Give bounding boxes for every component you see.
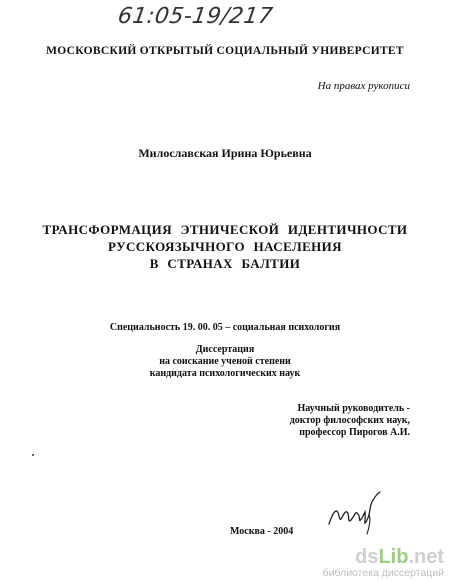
degree-line-2: на соискание ученой степени xyxy=(159,356,291,367)
dissertation-title xyxy=(0,221,450,272)
supervisor-line-2: доктор философских наук, xyxy=(289,415,410,426)
supervisor-line-3: профессор Пирогов А.И. xyxy=(299,427,410,438)
author-name: Милославская Ирина Юрьевна xyxy=(138,146,312,160)
manuscript-note: На правах рукописи xyxy=(317,80,410,92)
city-year: Москва - 2004 xyxy=(230,526,294,537)
watermark-logo: dsLib.net xyxy=(355,545,444,568)
degree-line-1: Диссертация xyxy=(195,344,255,355)
degree-line-3: кандидата психологических наук xyxy=(149,368,301,379)
title-line-1: ТРАНСФОРМАЦИЯ ЭТНИЧЕСКОЙ ИДЕНТИЧНОСТИ xyxy=(42,222,408,237)
archive-mark-handwritten: 61:05-19/217 xyxy=(116,4,275,29)
scan-speck xyxy=(32,454,34,456)
dissertation-degree xyxy=(0,344,450,380)
dslib-watermark xyxy=(323,547,444,579)
title-line-2: РУССКОЯЗЫЧНОГО НАСЕЛЕНИЯ xyxy=(108,239,342,254)
watermark-subtitle: библиотека диссертаций xyxy=(322,566,444,579)
supervisor-block xyxy=(290,403,410,439)
title-line-3: В СТРАНАХ БАЛТИИ xyxy=(149,256,301,271)
signature-icon xyxy=(325,490,385,538)
university-name: МОСКОВСКИЙ ОТКРЫТЫЙ СОЦИАЛЬНЫЙ УНИВЕРСИТЕТ xyxy=(46,45,404,57)
supervisor-line-1: Научный руководитель - xyxy=(297,403,410,414)
specialty-line: Специальность 19. 00. 05 – социальная психология xyxy=(109,322,341,333)
